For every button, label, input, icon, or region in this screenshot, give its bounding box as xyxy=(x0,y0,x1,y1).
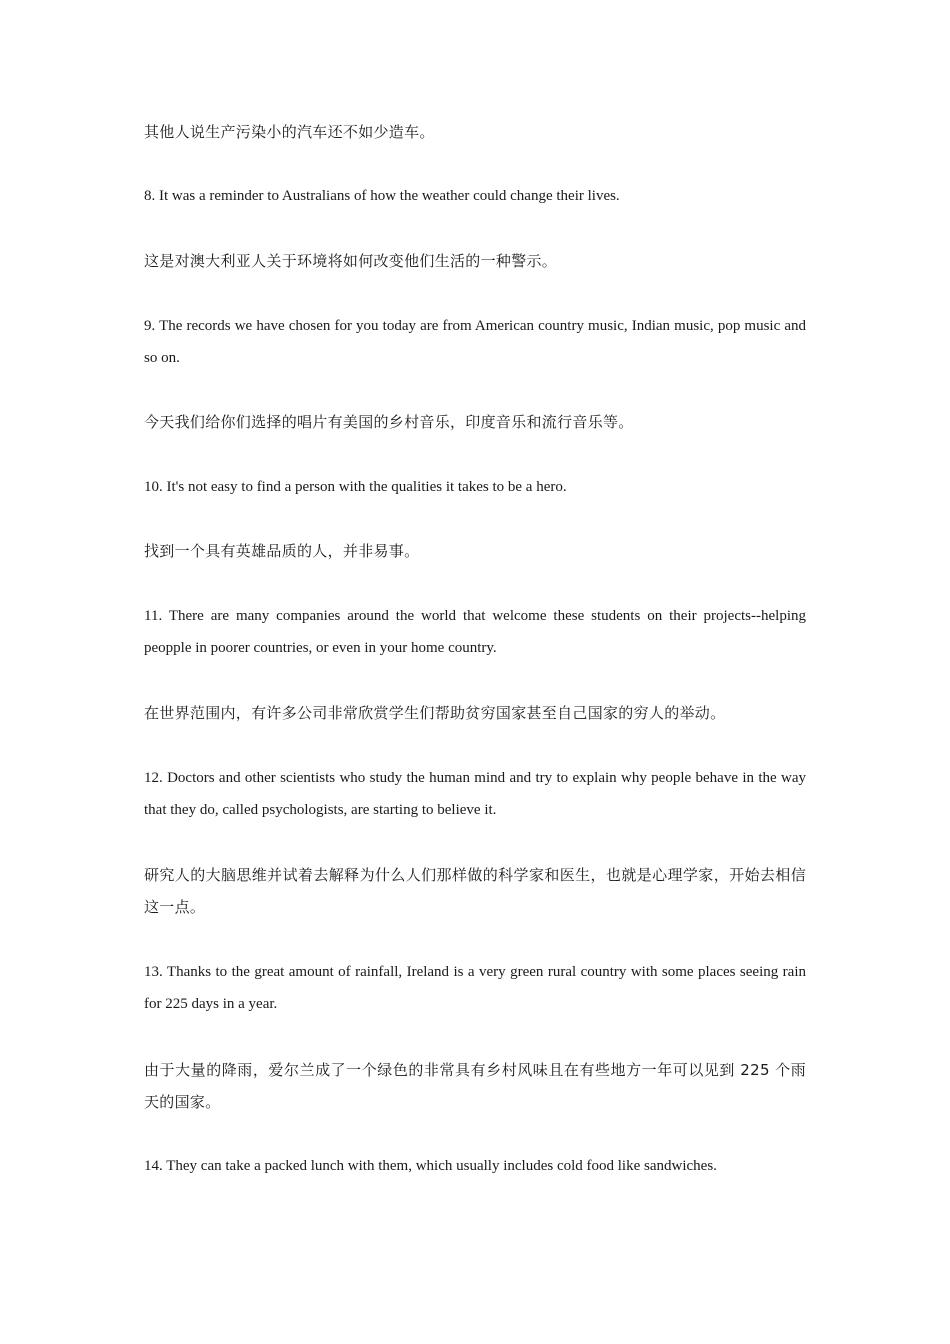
paragraph-chinese: 由于大量的降雨，爱尔兰成了一个绿色的非常具有乡村风味且在有些地方一年可以见到 225 个雨天的国家。 xyxy=(144,1061,806,1111)
paragraph-english-11: 11. There are many companies around the world that welcome these students on their projects--helping peopple in poorer countries, or even in your home country. xyxy=(144,608,806,656)
paragraph-english-10: 10. It's not easy to find a person with the qualities it takes to be a hero. xyxy=(144,479,567,495)
paragraph-english-14: 14. They can take a packed lunch with them, which usually includes cold food like sandwiches. xyxy=(144,1158,717,1174)
paragraph-english-8: 8. It was a reminder to Australians of how the weather could change their lives. xyxy=(144,188,620,204)
paragraph-chinese: 其他人说生产污染小的汽车还不如少造车。 xyxy=(144,123,435,141)
paragraph-chinese: 研究人的大脑思维并试着去解释为什么人们那样做的科学家和医生，也就是心理学家，开始去相信这一点。 xyxy=(144,866,806,916)
paragraph-english-13: 13. Thanks to the great amount of rainfall, Ireland is a very green rural country with some places seeing rain for 225 days in a year. xyxy=(144,964,806,1012)
paragraph-chinese: 找到一个具有英雄品质的人，并非易事。 xyxy=(144,542,420,560)
paragraph-chinese: 这是对澳大利亚人关于环境将如何改变他们生活的一种警示。 xyxy=(144,252,558,270)
paragraph-english-12: 12. Doctors and other scientists who study the human mind and try to explain why people behave in the way that they do, called psychologists, are starting to believe it. xyxy=(144,770,806,818)
paragraph-chinese: 在世界范围内，有许多公司非常欣赏学生们帮助贫穷国家甚至自己国家的穷人的举动。 xyxy=(144,704,726,722)
paragraph-chinese: 今天我们给你们选择的唱片有美国的乡村音乐，印度音乐和流行音乐等。 xyxy=(144,413,634,431)
paragraph-english-9: 9. The records we have chosen for you today are from American country music, Indian music, pop music and so on. xyxy=(144,318,806,366)
